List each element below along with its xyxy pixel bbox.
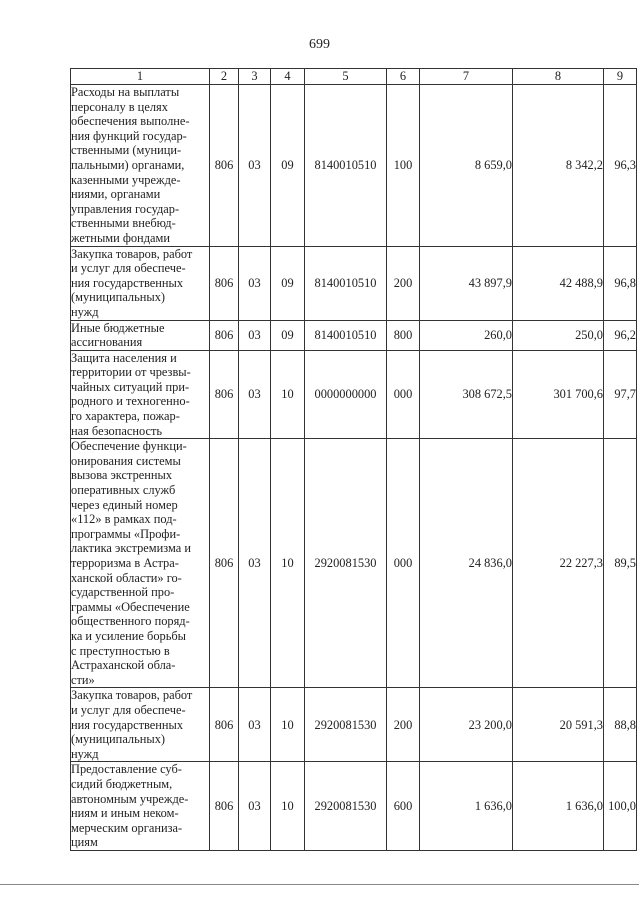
row-description: Обеспечение функци- онирования системы вызова экстренных оперативных служб через единый номер «112» в рамках под- программы «Профи- лактика экстремизма и терроризма в Астра- ханской области» го- сударственной про- граммы «Обеспечение общественного поряд- ка и усиление борьбы с преступностью в Астраханской обла- сти»: [71, 439, 210, 688]
actual-amount: 301 700,6: [513, 350, 604, 439]
target-article: 0000000000: [305, 350, 387, 439]
execution-percent: 97,7: [604, 350, 637, 439]
budget-table: [70, 68, 637, 851]
header-row: [71, 69, 637, 85]
table-row: [71, 439, 637, 688]
subsection-code: 10: [271, 688, 305, 762]
section-code: 03: [239, 85, 271, 247]
planned-amount: 24 836,0: [420, 439, 513, 688]
expense-type: 100: [387, 85, 420, 247]
actual-amount: 42 488,9: [513, 246, 604, 320]
admin-code: 806: [210, 350, 239, 439]
page-number: 699: [309, 37, 330, 52]
table-row: [71, 350, 637, 439]
target-article: 2920081530: [305, 688, 387, 762]
table-row: [71, 762, 637, 851]
table-row: [71, 85, 637, 247]
subsection-code: 10: [271, 762, 305, 851]
execution-percent: 96,8: [604, 246, 637, 320]
col-header: 1: [71, 69, 210, 85]
execution-percent: 88,8: [604, 688, 637, 762]
target-article: 2920081530: [305, 762, 387, 851]
planned-amount: 23 200,0: [420, 688, 513, 762]
table-row: [71, 688, 637, 762]
row-description: Закупка товаров, работ и услуг для обеспече- ния государственных (муниципальных) нужд: [71, 246, 210, 320]
planned-amount: 260,0: [420, 320, 513, 350]
expense-type: 000: [387, 350, 420, 439]
row-description: Закупка товаров, работ и услуг для обеспече- ния государственных (муниципальных) нужд: [71, 688, 210, 762]
target-article: 8140010510: [305, 320, 387, 350]
planned-amount: 43 897,9: [420, 246, 513, 320]
col-header: 7: [420, 69, 513, 85]
target-article: 8140010510: [305, 85, 387, 247]
execution-percent: 89,5: [604, 439, 637, 688]
actual-amount: 250,0: [513, 320, 604, 350]
subsection-code: 10: [271, 439, 305, 688]
admin-code: 806: [210, 246, 239, 320]
planned-amount: 1 636,0: [420, 762, 513, 851]
col-header: 4: [271, 69, 305, 85]
actual-amount: 8 342,2: [513, 85, 604, 247]
expense-type: 600: [387, 762, 420, 851]
expense-type: 200: [387, 688, 420, 762]
execution-percent: 100,0: [604, 762, 637, 851]
expense-type: 200: [387, 246, 420, 320]
admin-code: 806: [210, 439, 239, 688]
row-description: Предоставление суб- сидий бюджетным, автономным учрежде- ниям и иным неком- мерческим организа- циям: [71, 762, 210, 851]
subsection-code: 10: [271, 350, 305, 439]
table-row: [71, 246, 637, 320]
admin-code: 806: [210, 320, 239, 350]
page-edge-line: [0, 884, 639, 885]
execution-percent: 96,3: [604, 85, 637, 247]
admin-code: 806: [210, 762, 239, 851]
subsection-code: 09: [271, 85, 305, 247]
execution-percent: 96,2: [604, 320, 637, 350]
section-code: 03: [239, 350, 271, 439]
col-header: 3: [239, 69, 271, 85]
col-header: 6: [387, 69, 420, 85]
target-article: 8140010510: [305, 246, 387, 320]
section-code: 03: [239, 246, 271, 320]
section-code: 03: [239, 688, 271, 762]
row-description: Иные бюджетные ассигнования: [71, 320, 210, 350]
col-header: 5: [305, 69, 387, 85]
admin-code: 806: [210, 85, 239, 247]
row-description: Расходы на выплаты персоналу в целях обеспечения выполне- ния функций государ- ственными (муници- пальными) органами, казенными учрежде- ниями, органами управления государ- ственными внебюд- жетными фондами: [71, 85, 210, 247]
planned-amount: 8 659,0: [420, 85, 513, 247]
col-header: 2: [210, 69, 239, 85]
actual-amount: 22 227,3: [513, 439, 604, 688]
target-article: 2920081530: [305, 439, 387, 688]
col-header: 9: [604, 69, 637, 85]
row-description: Защита населения и территории от чрезвы- чайных ситуаций при- родного и техногенно- го характера, пожар- ная безопасность: [71, 350, 210, 439]
expense-type: 000: [387, 439, 420, 688]
col-header: 8: [513, 69, 604, 85]
planned-amount: 308 672,5: [420, 350, 513, 439]
expense-type: 800: [387, 320, 420, 350]
actual-amount: 20 591,3: [513, 688, 604, 762]
section-code: 03: [239, 439, 271, 688]
actual-amount: 1 636,0: [513, 762, 604, 851]
table-row: [71, 320, 637, 350]
subsection-code: 09: [271, 320, 305, 350]
section-code: 03: [239, 762, 271, 851]
admin-code: 806: [210, 688, 239, 762]
subsection-code: 09: [271, 246, 305, 320]
section-code: 03: [239, 320, 271, 350]
